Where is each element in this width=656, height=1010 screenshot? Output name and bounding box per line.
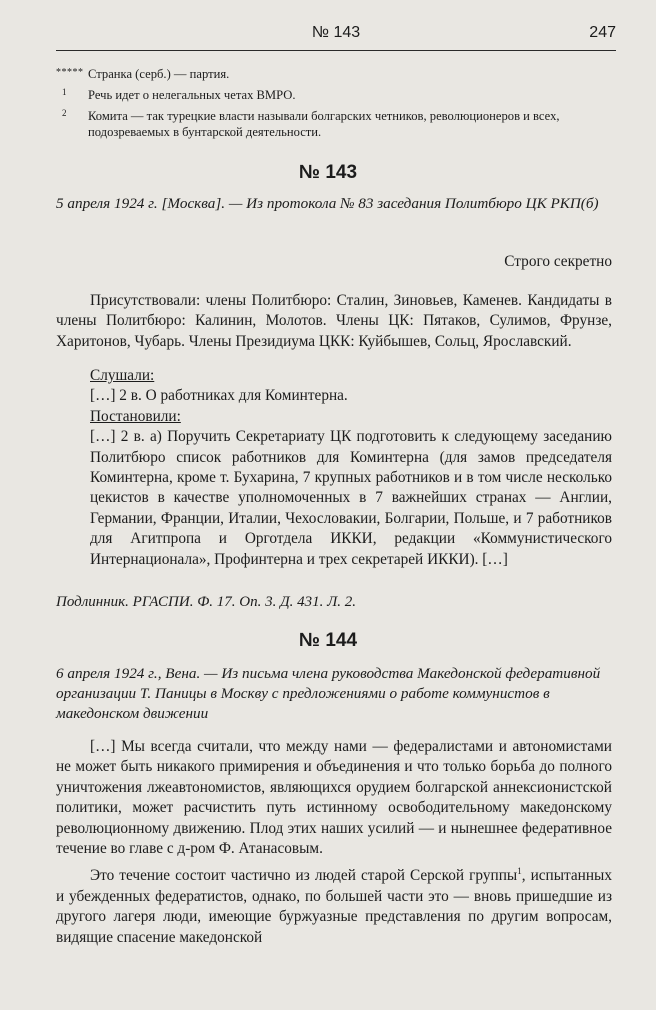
heard-section [90,366,612,570]
doc-143-number: № 143 [298,162,358,183]
archive-reference: Подлинник. РГАСПИ. Ф. 17. Оп. 3. Д. 431. Л. 2. [56,594,357,610]
footnote [56,108,604,140]
footnotes [56,66,604,145]
doc-144-date-title: 6 апреля 1924 г., Вена. — Из письма члена руководства Македонской федеративной организации Т. Паницы в Москву с предложениями о работе коммунистов в македонском движении [56,665,601,722]
heard-item: […] 2 в. О работниках для Коминтерна. [90,387,348,405]
heard-label: Слушали: [90,367,155,384]
footnote-text: Речь идет о нелегальных четах ВМРО. [88,88,296,102]
page-number: 247 [589,24,616,41]
footnote [56,87,604,103]
resolved-text: […] 2 в. а) Поручить Секретариату ЦК подготовить к следующему заседанию Политбюро список работников для Коминтерна (для замов председателя Коминтерна, кроме т. Бухарина, 7 крупных работников и в том числе несколько цекистов в качестве уполномоченных в 7 важнейших странах — Англии, Германии, Франции, Италии, Чехословакии, Болгарии, Польше, и 7 работников для Агитпропа и Орготдела ИККИ, редакции «Коммунистического Интернационала», Профинтерна и трех секретарей ИККИ). […] [90,428,612,568]
paragraph: […] Мы всегда считали, что между нами — федералистами и автономистами не может быть никакого примирения и объединения и что только борьба до полного уничтожения лжеавтономистов, являющихся орудием болгарской аннексионистской политики, может расчистить путь истинному освободительному македонскому революционному движению. Плод этих наших усилий — и нынешнее федеративное течение во главе с д-ром Ф. Атанасовым. [56,738,612,858]
doc-144-body [56,737,612,948]
attendees-paragraph [56,291,612,352]
doc-144-number: № 144 [298,630,358,651]
footnote-text: Комита — так турецкие власти называли болгарских четников, революционеров и всех, подозреваемых в бунтарской деятельности. [88,109,560,139]
paragraph-text: Это течение состоит частично из людей старой Серской группы [90,867,518,885]
footnote-text: Странка (серб.) — партия. [88,67,230,81]
running-head-doc-number: № 143 [311,24,361,41]
classification-stamp: Строго секретно [504,253,612,270]
footnote-mark: ***** [56,67,84,78]
paragraph-text: , испытанных и убежденных федератистов, однако, по большей части это — вновь пришедшие из другого лагеря люди, имеющие буржуазные представления по другим вопросам, видящие спасение македонской [56,867,612,946]
paragraph [56,861,612,948]
resolved-label: Постановили: [90,407,181,425]
footnote-mark: 2 [62,108,67,118]
footnote-ref: 1 [517,866,522,877]
attendees-text: Присутствовали: члены Политбюро: Сталин, Зиновьев, Каменев. Кандидаты в члены Политбюро: Калинин, Молотов. Члены ЦК: Пятаков, Сулимов, Фрунзе, Харитонов, Чубарь. Члены Президиума ЦКК: Куйбышев, Сольц, Ярославский. [56,292,612,350]
footnote [56,66,604,82]
running-header [56,22,616,51]
doc-143-date-title: 5 апреля 1924 г. [Москва]. — Из протокола № 83 заседания Политбюро ЦК РКП(б) [56,195,599,212]
footnote-mark: 1 [62,87,67,97]
